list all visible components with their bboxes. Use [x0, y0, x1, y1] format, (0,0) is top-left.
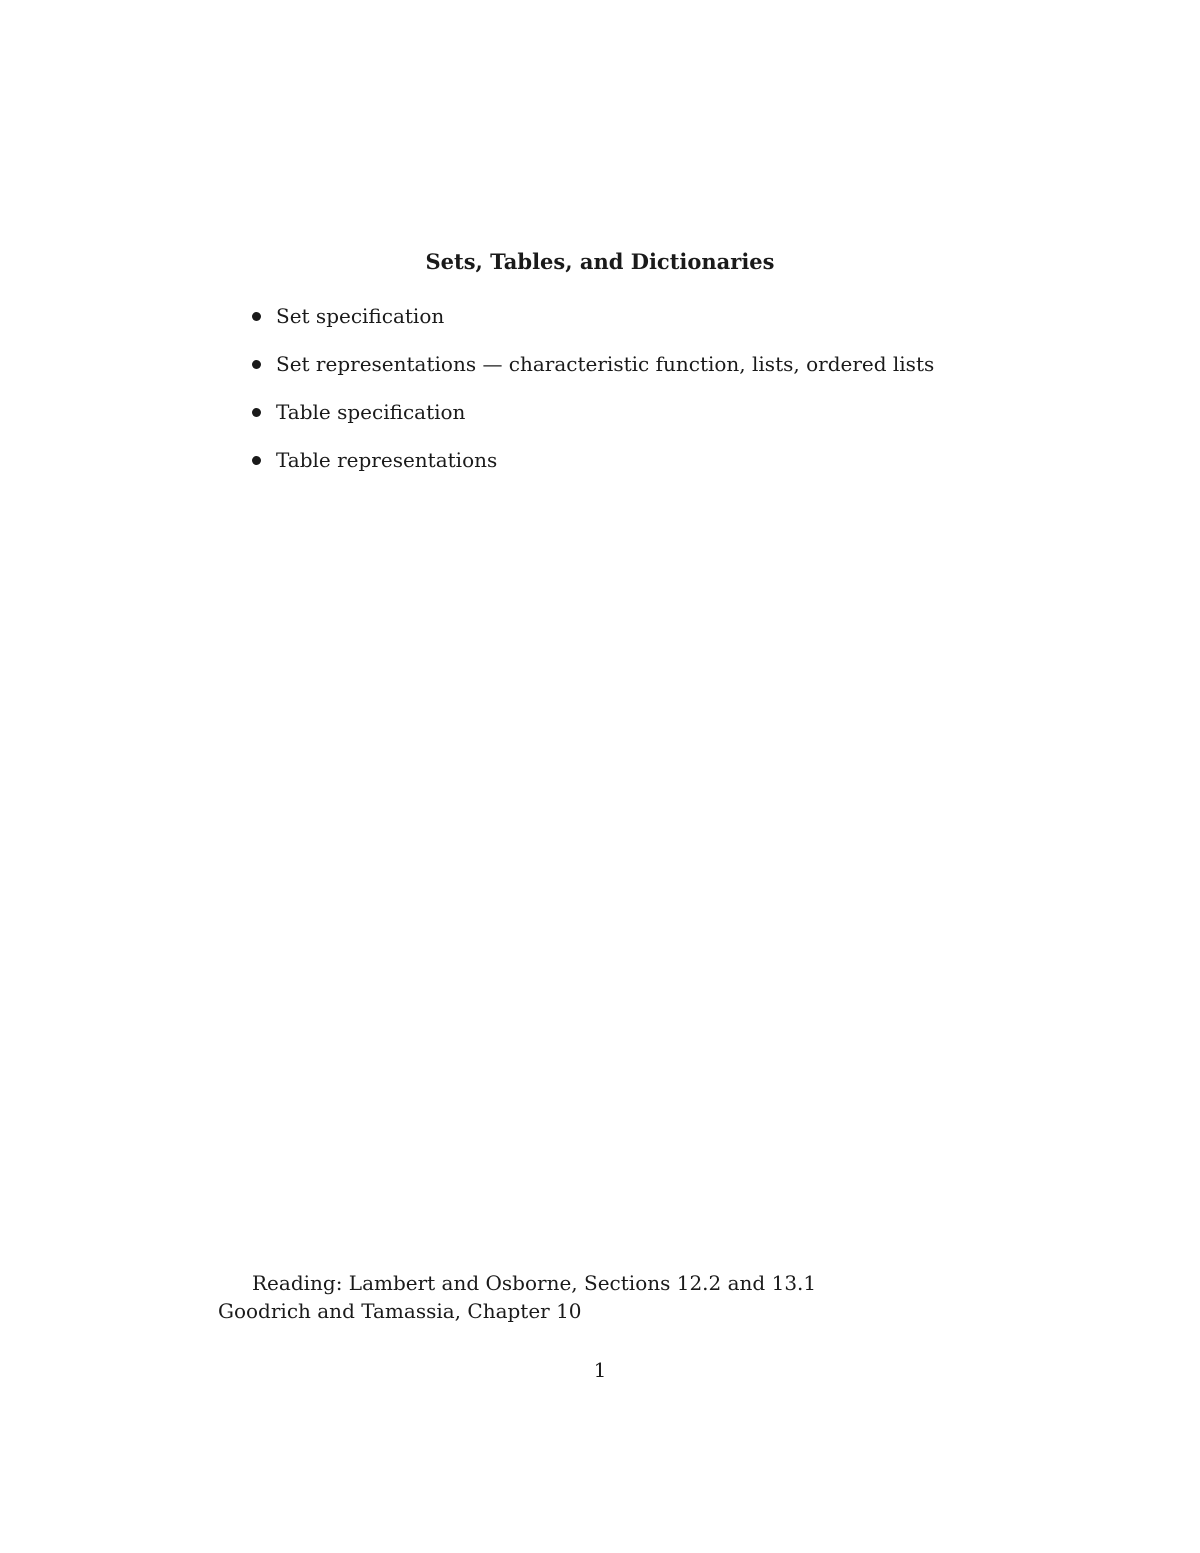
list-item-text: Table representations [276, 448, 498, 472]
page-title: Sets, Tables, and Dictionaries [425, 249, 775, 274]
bullet-icon [252, 408, 261, 417]
reading-reference: Reading: Lambert and Osborne, Sections 12.2 and 13.1 [252, 1271, 817, 1295]
list-item-text: Set specification [276, 304, 445, 328]
list-item-text: Set representations — characteristic function, lists, ordered lists [276, 352, 935, 376]
page-number: 1 [593, 1358, 607, 1382]
list-item [250, 398, 934, 446]
list-item [250, 302, 934, 350]
bullet-icon [252, 360, 261, 369]
bullet-icon [252, 456, 261, 465]
bullet-icon [252, 312, 261, 321]
list-item [250, 350, 934, 398]
list-item [250, 446, 934, 494]
list-item-text: Table specification [276, 400, 466, 424]
topic-list [250, 302, 934, 494]
reading-reference-continued: Goodrich and Tamassia, Chapter 10 [218, 1299, 582, 1323]
